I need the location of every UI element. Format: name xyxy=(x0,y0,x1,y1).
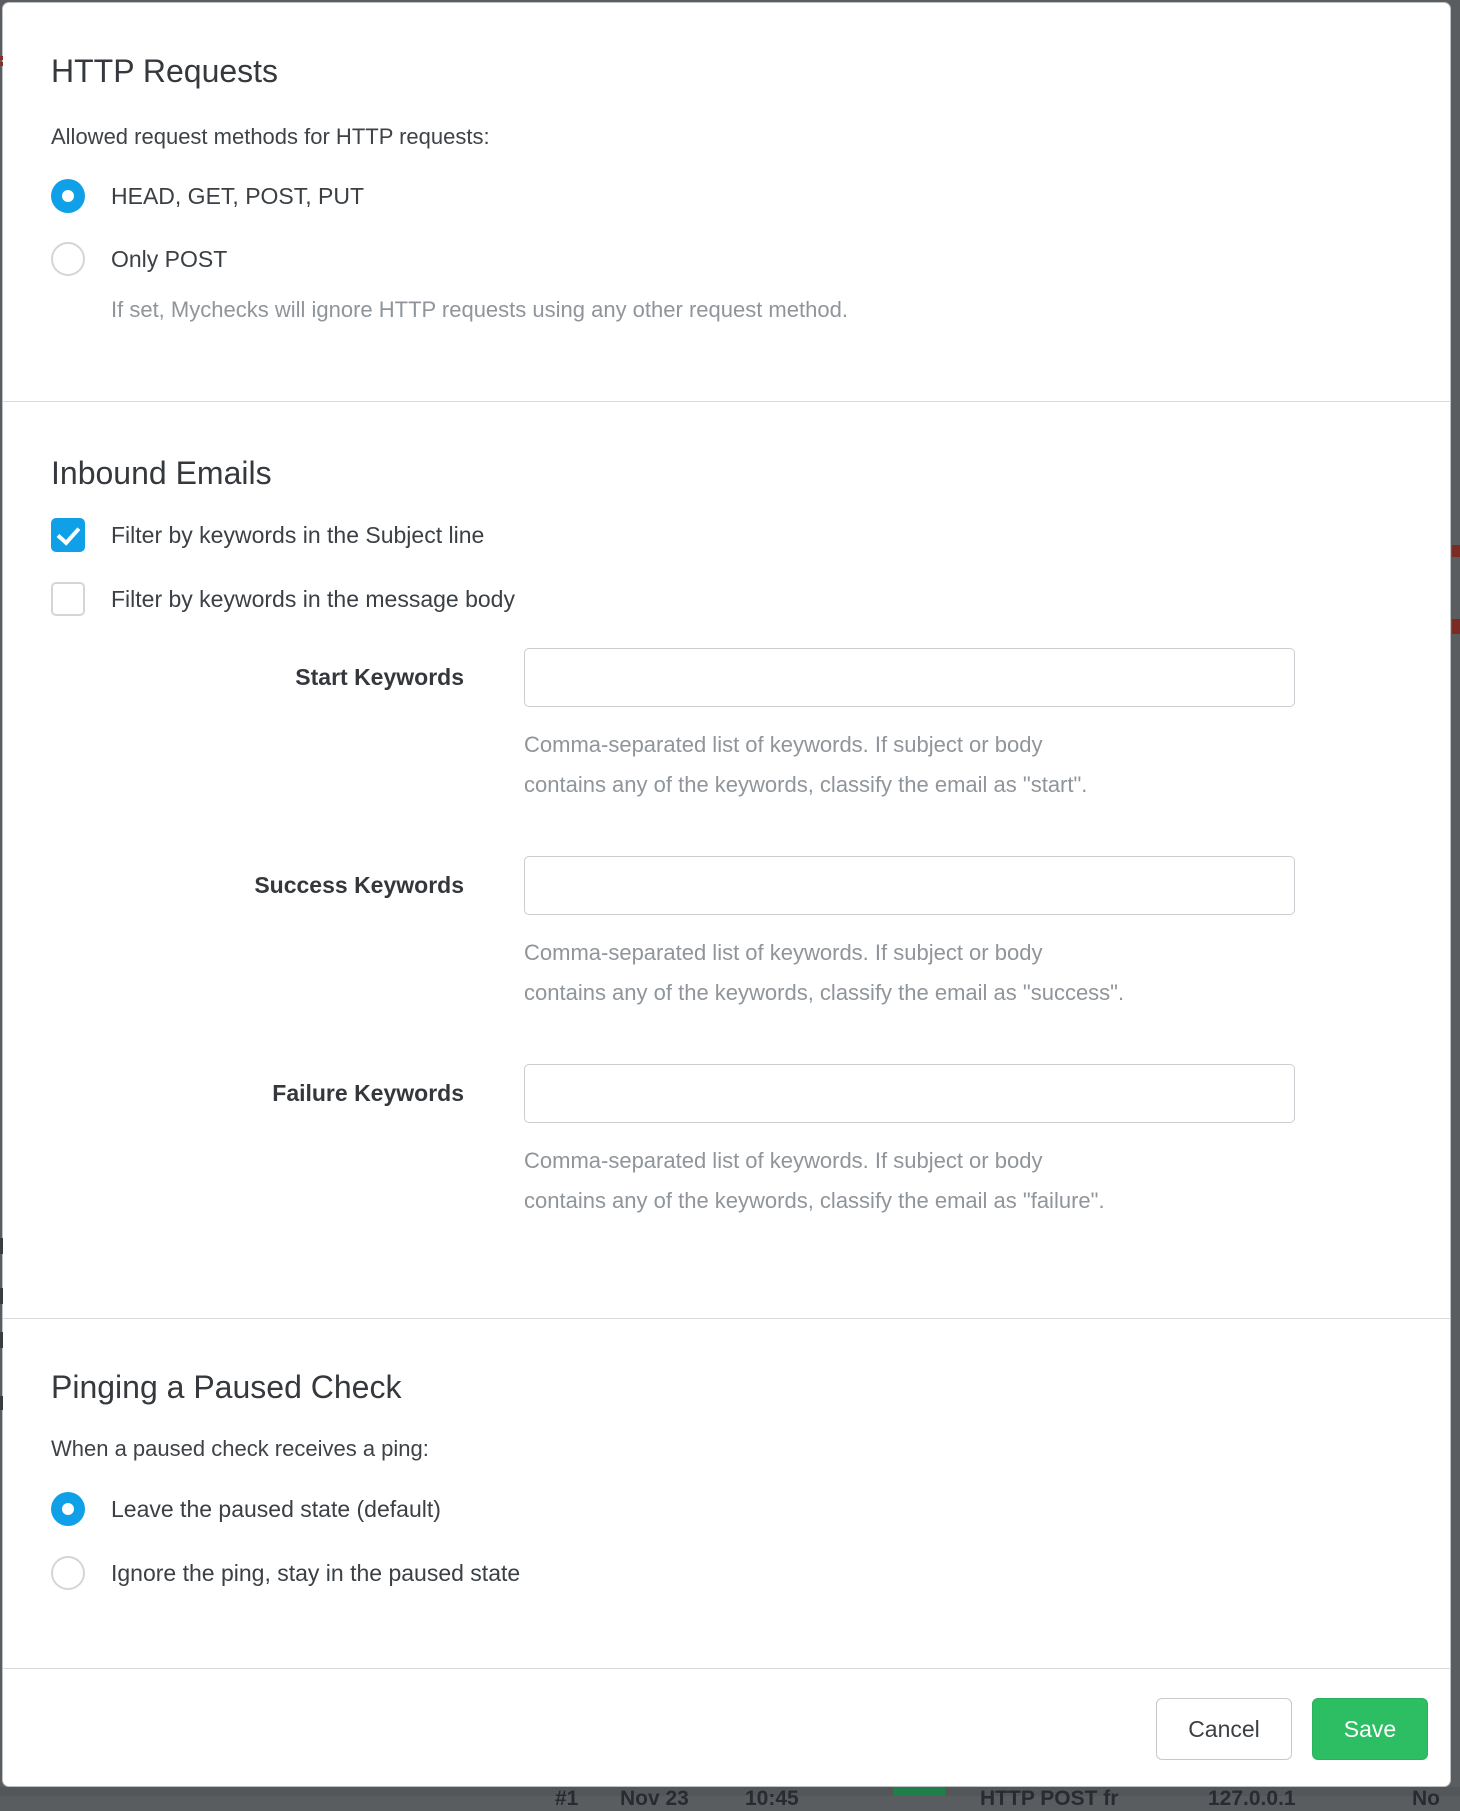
section-divider xyxy=(3,1318,1450,1319)
radio-checked-icon[interactable] xyxy=(51,1492,85,1526)
help-line-2: contains any of the keywords, classify the email as "failure". xyxy=(524,1188,1105,1213)
failure-keywords-input[interactable] xyxy=(524,1064,1295,1123)
checkbox-option-label: Filter by keywords in the Subject line xyxy=(111,521,485,548)
inbound-emails-title: Inbound Emails xyxy=(51,455,272,491)
radio-option-label: Ignore the ping, stay in the paused state xyxy=(111,1559,521,1586)
background-row-fragment: HTTP POST fr xyxy=(980,1787,1119,1810)
pinging-paused-intro: When a paused check receives a ping: xyxy=(51,1436,429,1461)
save-button[interactable]: Save xyxy=(1312,1698,1428,1760)
pinging-paused-title: Pinging a Paused Check xyxy=(51,1369,402,1405)
radio-option-only-post[interactable] xyxy=(51,242,227,276)
start-keywords-help xyxy=(524,725,1087,805)
help-line-1: Comma-separated list of keywords. If subject or body xyxy=(524,1148,1043,1173)
radio-option-leave-paused[interactable] xyxy=(51,1492,441,1526)
help-line-1: Comma-separated list of keywords. If subject or body xyxy=(524,940,1043,965)
background-status-badge xyxy=(893,1787,945,1796)
success-keywords-label: Success Keywords xyxy=(254,872,464,898)
backdrop-red-mark xyxy=(0,62,3,66)
success-keywords-help xyxy=(524,933,1124,1013)
radio-option-label: Only POST xyxy=(111,245,228,272)
background-row-fragment: 127.0.0.1 xyxy=(1208,1787,1296,1810)
radio-checked-icon[interactable] xyxy=(51,179,85,213)
backdrop-dark-mark xyxy=(0,1332,3,1348)
backdrop-dark-mark xyxy=(0,1288,3,1304)
checkbox-option-filter-subject[interactable] xyxy=(51,518,484,552)
help-line-1: Comma-separated list of keywords. If subject or body xyxy=(524,732,1043,757)
backdrop-dark-mark xyxy=(0,1396,3,1410)
radio-option-head-get-post-put[interactable] xyxy=(51,179,364,213)
backdrop-red-mark-right xyxy=(1452,545,1460,557)
checkbox-unchecked-icon[interactable] xyxy=(51,582,85,616)
start-keywords-input[interactable] xyxy=(524,648,1295,707)
failure-keywords-help xyxy=(524,1141,1105,1221)
success-keywords-input[interactable] xyxy=(524,856,1295,915)
section-divider xyxy=(3,401,1450,402)
radio-unchecked-icon[interactable] xyxy=(51,242,85,276)
radio-unchecked-icon[interactable] xyxy=(51,1556,85,1590)
http-requests-intro: Allowed request methods for HTTP requests: xyxy=(51,124,490,149)
cancel-button[interactable]: Cancel xyxy=(1156,1698,1292,1760)
http-requests-title: HTTP Requests xyxy=(51,53,279,89)
checkbox-option-label: Filter by keywords in the message body xyxy=(111,585,515,612)
checkbox-option-filter-body[interactable] xyxy=(51,582,515,616)
radio-option-label: Leave the paused state (default) xyxy=(111,1495,441,1522)
backdrop-red-mark xyxy=(0,56,3,60)
start-keywords-label: Start Keywords xyxy=(295,664,464,690)
background-row-fragment: 10:45 xyxy=(745,1787,799,1810)
background-page-row-sliver xyxy=(0,1787,1460,1810)
failure-keywords-label: Failure Keywords xyxy=(272,1080,464,1106)
footer-divider xyxy=(3,1668,1450,1669)
help-line-2: contains any of the keywords, classify the email as "success". xyxy=(524,980,1125,1005)
backdrop-dark-mark xyxy=(0,1238,3,1254)
background-row-fragment: #1 xyxy=(555,1787,579,1810)
radio-option-label: HEAD, GET, POST, PUT xyxy=(111,182,365,209)
settings-modal xyxy=(2,2,1451,1787)
background-row-fragment: No xyxy=(1412,1787,1440,1810)
radio-option-ignore-ping[interactable] xyxy=(51,1556,520,1590)
checkbox-checked-icon[interactable] xyxy=(51,518,85,552)
backdrop-red-mark-right xyxy=(1452,619,1460,634)
background-row-fragment: Nov 23 xyxy=(620,1787,689,1810)
http-requests-note: If set, Mychecks will ignore HTTP requests using any other request method. xyxy=(111,297,848,322)
help-line-2: contains any of the keywords, classify the email as "start". xyxy=(524,772,1088,797)
